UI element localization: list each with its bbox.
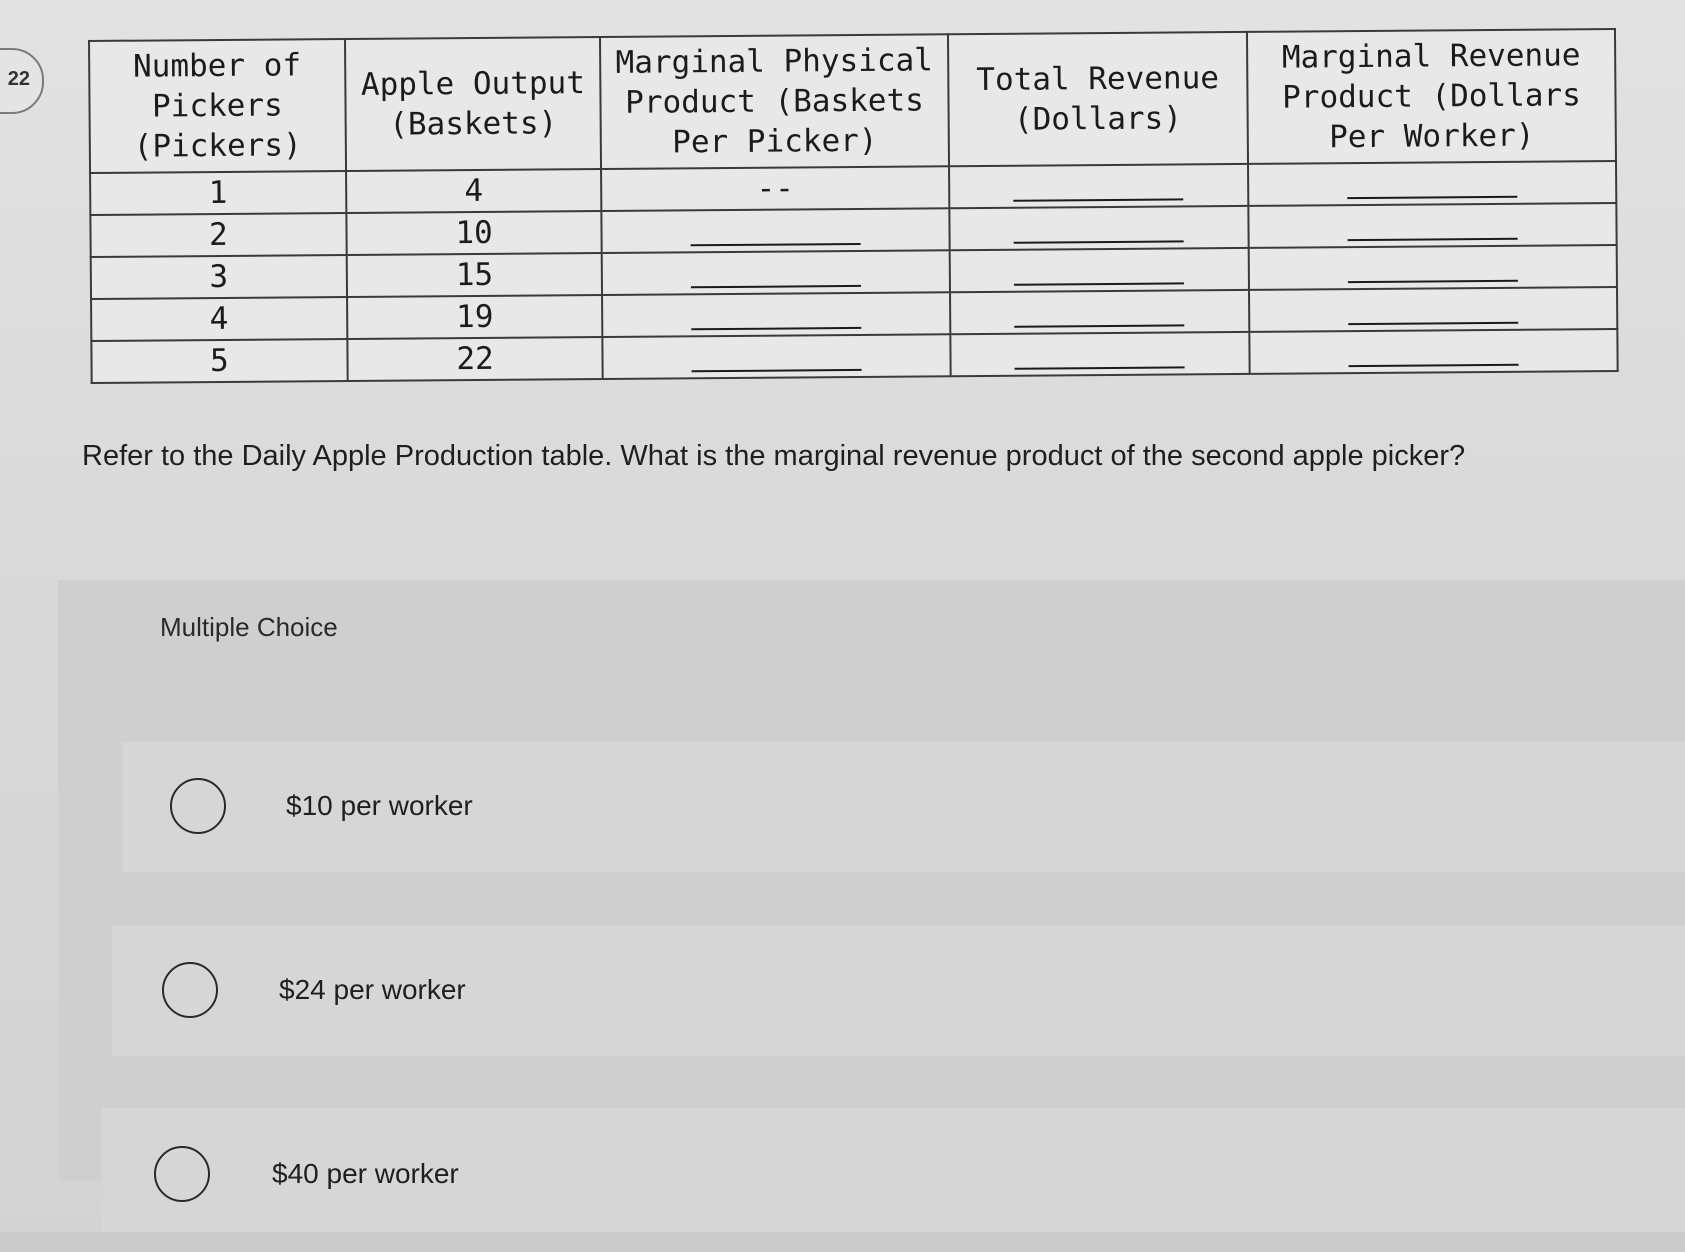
cell-mrp-blank [1248,161,1616,206]
header-pickers: Number of Pickers (Pickers) [89,39,346,173]
answer-option-3[interactable] [102,1108,1685,1238]
answer-blank [1348,297,1518,324]
question-number: 22 [7,68,30,90]
answer-blank [691,260,861,287]
header-apple-output: Apple Output (Baskets) [345,37,602,171]
question-text: Refer to the Daily Apple Production table. What is the marginal revenue product of the second apple picker? [82,440,1466,472]
cell-total-revenue-blank [950,290,1250,334]
answer-blank [1015,342,1185,369]
radio-button[interactable] [162,962,218,1018]
option-label: $40 per worker [272,1158,459,1189]
cell-pickers: 2 [90,213,346,257]
cell-mpp-blank [602,208,950,253]
cell-pickers: 4 [91,297,347,341]
cell-output: 19 [347,295,603,339]
cell-output: 15 [346,253,602,297]
radio-button[interactable] [154,1146,210,1202]
answer-option-1[interactable] [122,742,1685,872]
cell-output: 22 [347,337,603,381]
cell-mrp-blank [1249,287,1617,332]
daily-apple-production-table [88,28,1619,384]
answer-blank [691,344,861,371]
option-label: $10 per worker [286,790,473,821]
option-label: $24 per worker [279,974,466,1005]
cell-pickers: 1 [90,171,346,215]
bottom-edge [0,1232,1685,1252]
cell-mpp-blank [602,292,950,337]
cell-mpp: -- [601,166,949,211]
answer-blank [1014,300,1184,327]
answer-option-2[interactable] [112,926,1685,1056]
cell-total-revenue-blank [949,248,1249,292]
cell-mrp-blank [1249,245,1617,290]
cell-mpp-blank [602,250,950,295]
answer-blank [1013,174,1183,201]
cell-mrp-blank [1249,329,1617,374]
cell-pickers: 3 [91,255,347,299]
answer-blank [1014,258,1184,285]
multiple-choice-title: Multiple Choice [160,612,338,642]
answer-blank [691,302,861,329]
cell-pickers: 5 [91,339,347,383]
header-marginal-revenue-product: Marginal Revenue Product (Dollars Per Worker) [1247,29,1616,164]
cell-total-revenue-blank [950,332,1250,376]
answer-blank [1348,255,1518,282]
cell-total-revenue-blank [949,206,1249,250]
header-total-revenue: Total Revenue (Dollars) [948,32,1248,166]
cell-output: 10 [346,211,602,255]
answer-blank [1347,213,1517,240]
table-header-row [89,29,1616,173]
cell-mrp-blank [1248,203,1616,248]
multiple-choice-panel [58,580,1685,1180]
cell-output: 4 [346,169,602,213]
answer-blank [1347,171,1517,198]
radio-button[interactable] [170,778,226,834]
answer-blank [1348,339,1518,366]
cell-total-revenue-blank [949,164,1249,208]
header-marginal-physical-product: Marginal Physical Product (Baskets Per Picker) [600,34,948,169]
cell-mpp-blank [603,334,951,379]
answer-blank [690,218,860,245]
answer-blank [1014,216,1184,243]
